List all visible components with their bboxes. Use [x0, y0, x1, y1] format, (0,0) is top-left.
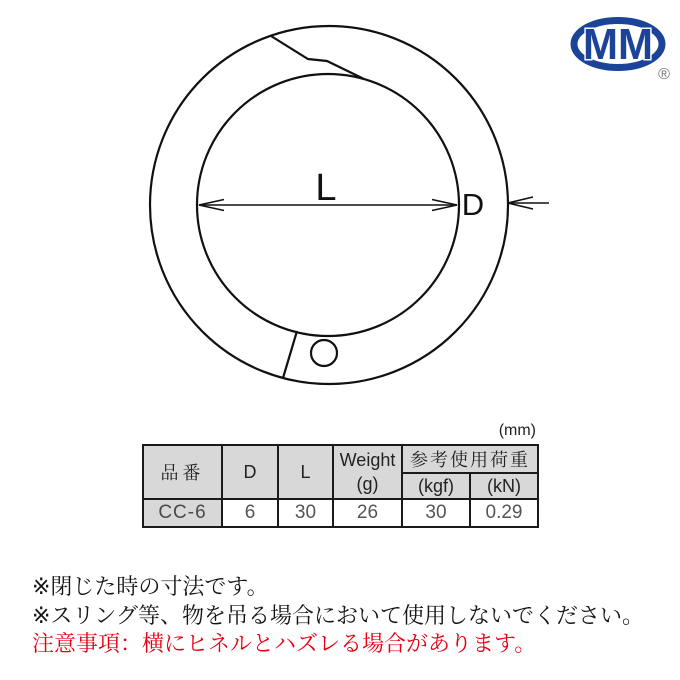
cell-load-kn: 0.29 — [470, 499, 538, 527]
note-closed-dimension: ※閉じた時の寸法です。 — [32, 574, 269, 599]
col-header-kgf: (kgf) — [402, 473, 470, 499]
logo-text: MM — [583, 20, 653, 69]
spec-table — [142, 444, 539, 528]
table-header-row-1 — [143, 445, 538, 473]
cell-d: 6 — [222, 499, 278, 527]
col-header-working-load: 参考使用荷重 — [402, 445, 538, 473]
l-label: L — [315, 167, 337, 209]
cell-weight: 26 — [333, 499, 402, 527]
mm-logo-icon — [558, 12, 676, 86]
cell-load-kgf: 30 — [402, 499, 470, 527]
col-header-weight — [333, 445, 402, 499]
d-label: D — [461, 187, 485, 222]
unit-label: (mm) — [498, 422, 536, 439]
table-row — [143, 499, 538, 527]
col-header-kn: (kN) — [470, 473, 538, 499]
cell-l: 30 — [278, 499, 333, 527]
col-header-part-no: 品番 — [143, 445, 222, 499]
note-no-sling-use: ※スリング等、物を吊る場合において使用しないでください。 — [32, 602, 644, 628]
col-header-weight-title: Weight — [339, 450, 396, 470]
caution-note: 注意事項：横にヒネルとハズレる場合があります。 — [32, 631, 537, 656]
ring-joint-line — [283, 331, 297, 378]
col-header-l: L — [278, 445, 333, 499]
ring-opening-cut — [271, 36, 364, 79]
ring-rivet-hole — [311, 340, 337, 366]
col-header-weight-unit: (g) — [356, 474, 379, 494]
registered-trademark-icon: ® — [658, 66, 670, 83]
cell-part-no: CC-6 — [143, 499, 222, 527]
col-header-d: D — [222, 445, 278, 499]
notes — [32, 573, 644, 659]
